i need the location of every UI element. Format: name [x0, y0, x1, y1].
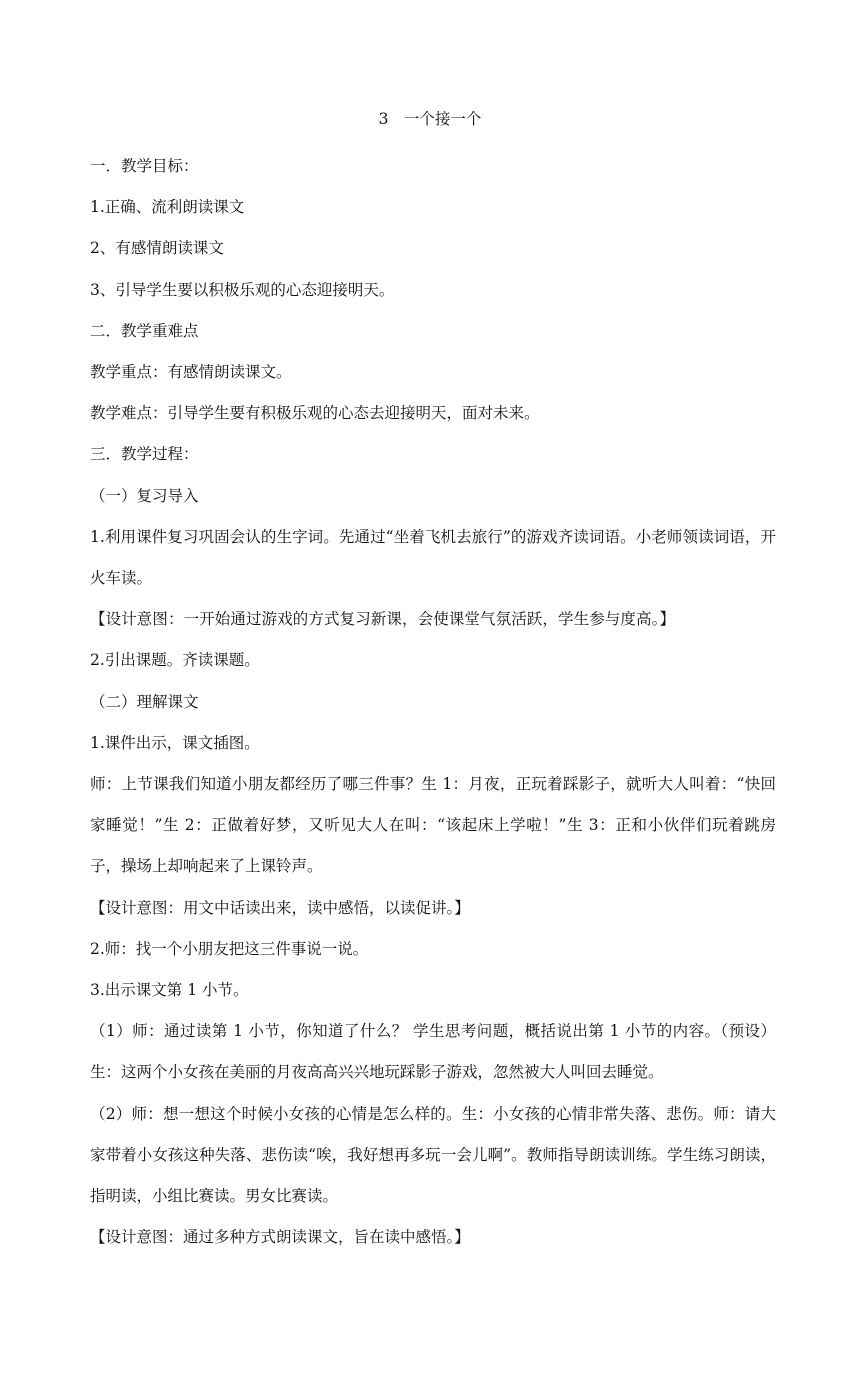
difficult-point: 教学难点：引导学生要有积极乐观的心态去迎接明天，面对未来。	[90, 404, 540, 423]
objective-item-2: 2、有感情朗读课文	[90, 239, 224, 258]
document-body	[90, 146, 776, 1258]
section-heading-objectives: 一．教学目标：	[90, 157, 199, 175]
subsection-understanding: （二）理解课文	[90, 692, 199, 711]
design-intent-note: 【设计意图：用文中话读出来，读中感悟，以读促讲。】	[90, 898, 470, 917]
objective-item-1: 1.正确、流利朗读课文	[90, 198, 245, 217]
paragraph: （1）师：通过读第 1 小节，你知道了什么？ 学生思考问题，概括说出第 1 小节的内容。（预设）生：这两个小女孩在美丽的月夜高高兴兴地玩踩影子游戏，忽然被大人叫回去睡觉。	[90, 1022, 776, 1082]
paragraph: 1.利用课件复习巩固会认的生字词。先通过“坐着飞机去旅行”的游戏齐读词语。小老师领读词语，开火车读。	[90, 527, 776, 588]
section-heading-process: 三．教学过程：	[90, 445, 199, 464]
paragraph: 1.课件出示，课文插图。	[90, 733, 260, 752]
paragraph: （2）师：想一想这个时候小女孩的心情是怎么样的。生：小女孩的心情非常失落、悲伤。师：请大家带着小女孩这种失落、悲伤读“唉，我好想再多玩一会儿啊”。教师指导朗读训练。学生练习朗读，指明读，小组比赛读。男女比赛读。	[90, 1104, 776, 1206]
design-intent-note: 【设计意图：通过多种方式朗读课文，旨在读中感悟。】	[90, 1228, 470, 1247]
design-intent-note: 【设计意图：一开始通过游戏的方式复习新课，会使课堂气氛活跃，学生参与度高。】	[90, 610, 676, 629]
paragraph: 2.师：找一个小朋友把这三件事说一说。	[90, 939, 369, 958]
key-point: 教学重点：有感情朗读课文。	[90, 363, 292, 382]
document-title: 3 一个接一个	[378, 110, 482, 128]
objective-item-3: 3、引导学生要以积极乐观的心态迎接明天。	[90, 280, 395, 299]
section-heading-key-points: 二．教学重难点	[90, 321, 199, 340]
paragraph: 师：上节课我们知道小朋友都经历了哪三件事？生 1：月夜，正玩着踩影子，就听大人叫着：“快回家睡觉！”生 2：正做着好梦，又听见大人在叫：“该起床上学啦！”生 3：正和小伙伴们玩着跳房子，操场上却响起来了上课铃声。	[90, 775, 776, 876]
paragraph: 2.引出课题。齐读课题。	[90, 651, 260, 670]
subsection-review: （一）复习导入	[90, 486, 199, 505]
paragraph: 3.出示课文第 1 小节。	[90, 981, 249, 1000]
